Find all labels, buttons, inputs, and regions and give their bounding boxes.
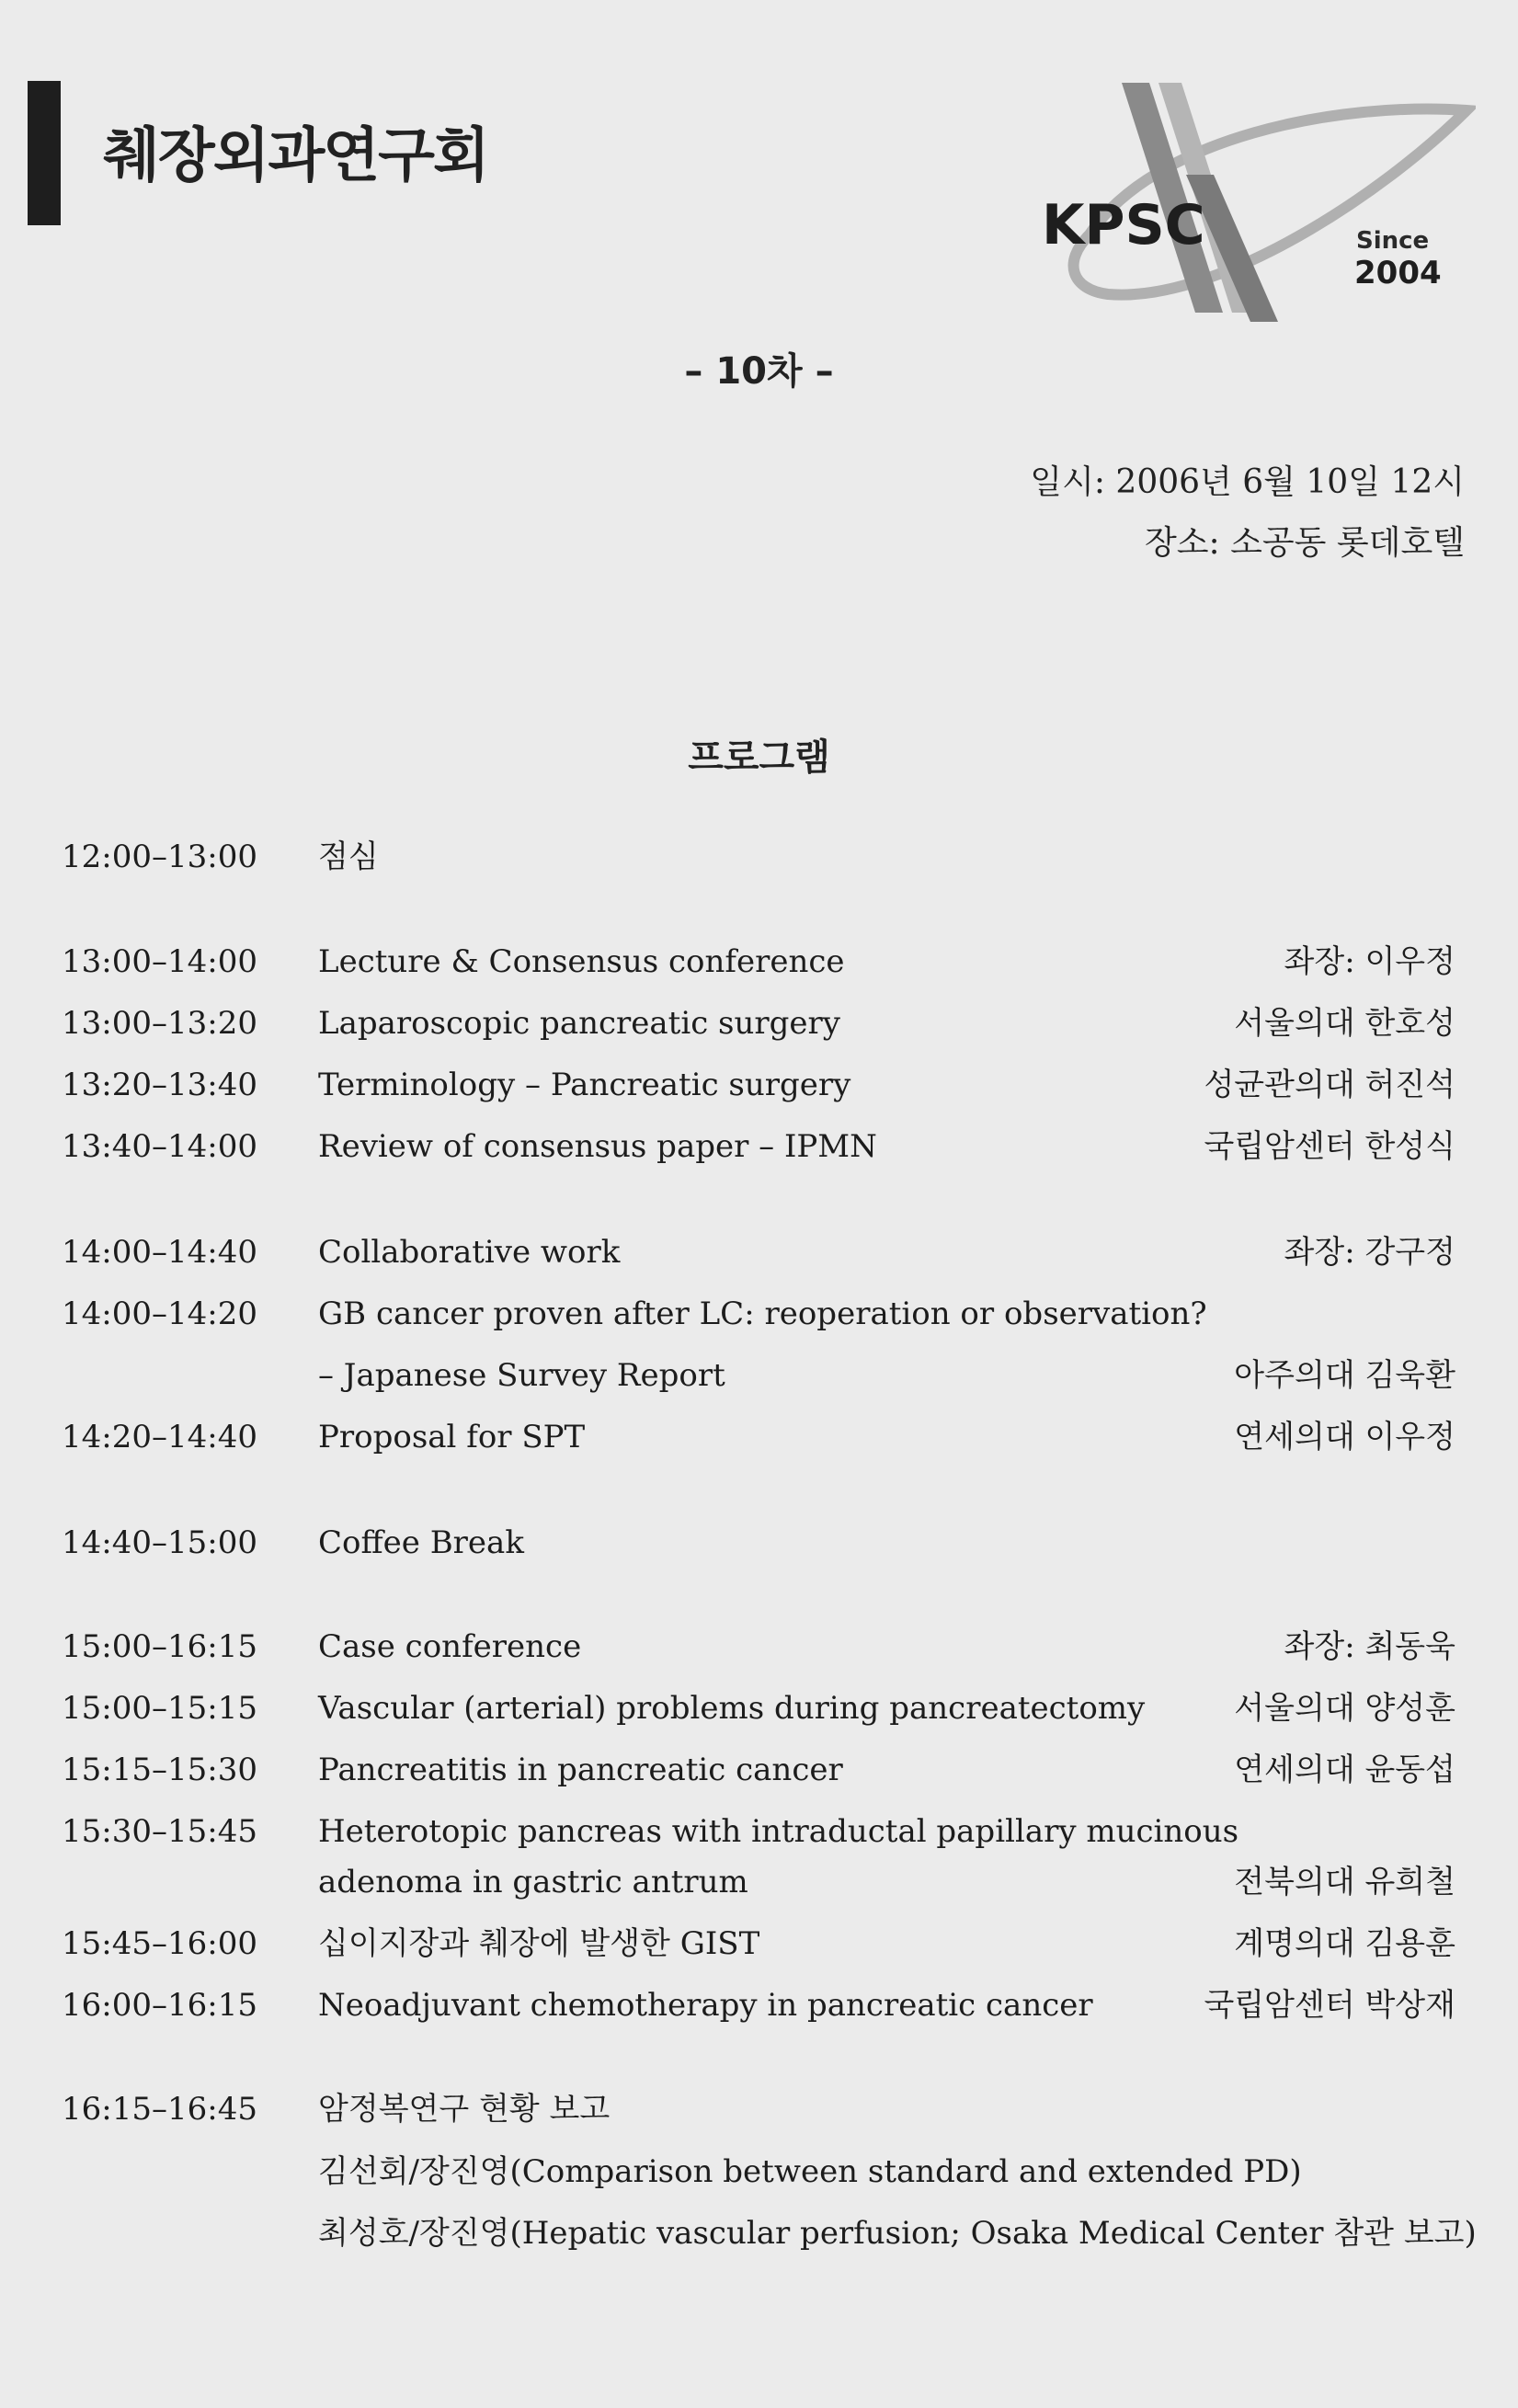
schedule-row	[0, 1860, 1518, 1904]
row-topic: Coffee Break	[318, 1524, 524, 1561]
schedule-row	[0, 1983, 1518, 2027]
row-topic: adenoma in gastric antrum	[318, 1864, 748, 1900]
row-time: 14:40–15:00	[62, 1524, 257, 1561]
row-topic: 암정복연구 현황 보고	[318, 2091, 611, 2128]
row-topic: Review of consensus paper – IPMN	[318, 1128, 877, 1165]
row-speaker: 아주의대 김욱환	[1234, 1357, 1455, 1394]
schedule-row	[0, 835, 1518, 879]
row-topic: Proposal for SPT	[318, 1419, 586, 1455]
schedule-row	[0, 1625, 1518, 1669]
title-accent-bar	[28, 81, 61, 225]
row-speaker: 좌장: 최동욱	[1284, 1628, 1455, 1665]
schedule-row	[0, 940, 1518, 984]
schedule-row	[0, 1063, 1518, 1107]
row-topic: Terminology – Pancreatic surgery	[318, 1067, 851, 1103]
row-time: 14:00–14:20	[62, 1295, 257, 1332]
row-topic: Pancreatitis in pancreatic cancer	[318, 1752, 843, 1788]
row-topic: 김선회/장진영(Comparison between standard and extended PD)	[318, 2153, 1302, 2190]
row-topic: 점심	[318, 839, 379, 875]
row-time: 12:00–13:00	[62, 839, 257, 875]
row-time: 14:20–14:40	[62, 1419, 257, 1455]
schedule-row	[0, 2087, 1518, 2131]
row-speaker: 서울의대 양성훈	[1234, 1690, 1455, 1727]
schedule-row	[0, 1230, 1518, 1274]
row-topic: Heterotopic pancreas with intraductal papillary mucinous	[318, 1813, 1239, 1850]
row-time: 13:40–14:00	[62, 1128, 257, 1165]
row-speaker: 성균관의대 허진석	[1204, 1067, 1455, 1103]
row-topic: GB cancer proven after LC: reoperation or observation?	[318, 1295, 1207, 1332]
row-speaker: 계명의대 김용훈	[1234, 1925, 1455, 1962]
row-time: 16:00–16:15	[62, 1987, 257, 2024]
schedule-row	[0, 1124, 1518, 1169]
row-speaker: 전북의대 유희철	[1234, 1864, 1455, 1900]
program-heading: 프로그램	[688, 736, 830, 779]
schedule-row	[0, 1686, 1518, 1730]
row-time: 13:00–14:00	[62, 943, 257, 980]
schedule-row	[0, 1415, 1518, 1459]
row-time: 13:20–13:40	[62, 1067, 257, 1103]
row-topic: 최성호/장진영(Hepatic vascular perfusion; Osaka Medical Center 참관 보고)	[318, 2215, 1477, 2252]
row-speaker: 좌장: 이우정	[1284, 943, 1455, 980]
session-label: – 10차 –	[684, 350, 834, 393]
event-date: 일시: 2006년 6월 10일 12시	[1030, 463, 1465, 501]
row-time: 15:00–15:15	[62, 1690, 257, 1727]
event-place: 장소: 소공동 롯데호텔	[1145, 524, 1465, 562]
row-topic: – Japanese Survey Report	[318, 1357, 725, 1394]
row-time: 13:00–13:20	[62, 1005, 257, 1042]
row-speaker: 서울의대 한호성	[1234, 1005, 1455, 1042]
row-time: 15:30–15:45	[62, 1813, 257, 1850]
row-topic: Collaborative work	[318, 1234, 621, 1271]
logo-since: Since	[1356, 227, 1430, 255]
row-time: 15:45–16:00	[62, 1925, 257, 1962]
schedule-row	[0, 1353, 1518, 1398]
row-topic: Neoadjuvant chemotherapy in pancreatic cancer	[318, 1987, 1093, 2024]
schedule-row	[0, 2211, 1518, 2255]
row-speaker: 좌장: 강구정	[1284, 1234, 1455, 1271]
schedule-row	[0, 1809, 1518, 1854]
schedule-row	[0, 2150, 1518, 2194]
row-topic: Case conference	[318, 1628, 582, 1665]
row-time: 15:00–16:15	[62, 1628, 257, 1665]
schedule-row	[0, 1922, 1518, 1966]
schedule-row	[0, 1001, 1518, 1045]
row-speaker: 국립암센터 한성식	[1204, 1128, 1455, 1165]
row-time: 15:15–15:30	[62, 1752, 257, 1788]
row-time: 16:15–16:45	[62, 2091, 257, 2128]
logo-text: KPSC	[1042, 193, 1205, 257]
row-speaker: 국립암센터 박상재	[1204, 1987, 1455, 2024]
kpsc-logo	[1034, 74, 1476, 340]
row-topic: Vascular (arterial) problems during pancreatectomy	[318, 1690, 1146, 1727]
schedule-row	[0, 1521, 1518, 1565]
row-topic: Laparoscopic pancreatic surgery	[318, 1005, 841, 1042]
row-topic: 십이지장과 췌장에 발생한 GIST	[318, 1925, 760, 1962]
logo-year: 2004	[1354, 255, 1442, 291]
schedule-row	[0, 1748, 1518, 1792]
row-topic: Lecture & Consensus conference	[318, 943, 845, 980]
page-title: 췌장외과연구회	[103, 122, 488, 190]
row-speaker: 연세의대 윤동섭	[1234, 1752, 1455, 1788]
row-speaker: 연세의대 이우정	[1234, 1419, 1455, 1455]
schedule-row	[0, 1292, 1518, 1336]
row-time: 14:00–14:40	[62, 1234, 257, 1271]
